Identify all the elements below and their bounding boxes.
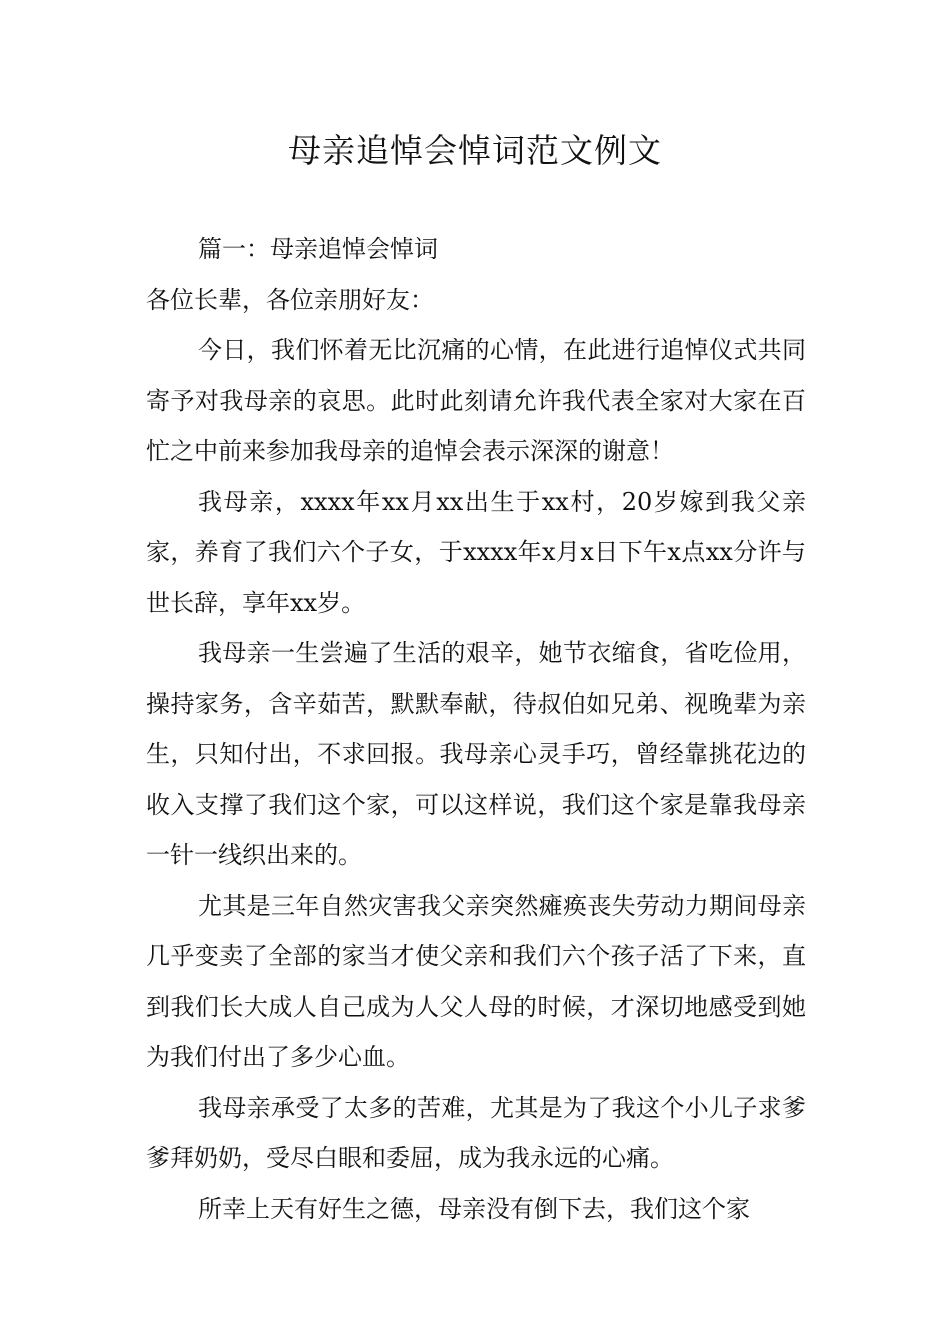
paragraph-2: 我母亲，xxxx年xx月xx出生于xx村，20岁嫁到我父亲家，养育了我们六个子女，于xxxx年x月x日下午x点xx分许与世长辞，享年xx岁。 bbox=[146, 487, 806, 617]
salutation: 各位长辈，各位亲朋好友： bbox=[146, 285, 434, 314]
section-heading: 篇一：母亲追悼会悼词 bbox=[198, 235, 438, 263]
document-title: 母亲追悼会悼词范文例文 bbox=[288, 131, 662, 170]
paragraph-5: 我母亲承受了太多的苦难，尤其是为了我这个小儿子求爹爹拜奶奶，受尽白眼和委屈，成为我永远的心痛。 bbox=[146, 1093, 806, 1172]
paragraph-3: 我母亲一生尝遍了生活的艰辛，她节衣缩食，省吃俭用，操持家务，含辛茹苦，默默奉献，待叔伯如兄弟、视晚辈为亲生，只知付出，不求回报。我母亲心灵手巧，曾经靠挑花边的收入支撑了我们这个家，可以这样说，我们这个家是靠我母亲一针一线织出来的。 bbox=[146, 639, 806, 869]
paragraph-6: 所幸上天有好生之德，母亲没有倒下去，我们这个家 bbox=[198, 1194, 750, 1223]
document-body bbox=[146, 224, 806, 1234]
paragraph-1: 今日，我们怀着无比沉痛的心情，在此进行追悼仪式共同寄予对我母亲的哀思。此时此刻请允许我代表全家对大家在百忙之中前来参加我母亲的追悼会表示深深的谢意！ bbox=[146, 336, 806, 465]
paragraph-4: 尤其是三年自然灾害我父亲突然瘫痪丧失劳动力期间母亲几乎变卖了全部的家当才使父亲和我们六个孩子活了下来，直到我们长大成人自己成为人父人母的时候，才深切地感受到她为我们付出了多少心血。 bbox=[146, 891, 806, 1071]
